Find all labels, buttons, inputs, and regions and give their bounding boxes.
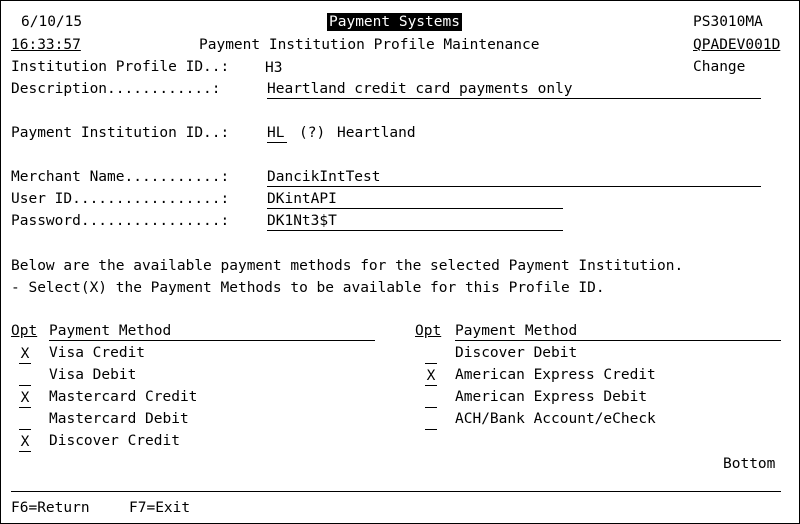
f6-return-key[interactable]: F6=Return — [11, 500, 90, 516]
user-id-field[interactable]: DKintAPI — [267, 190, 563, 209]
screen-time: 16:33:57 — [11, 37, 81, 53]
password-label: Password................: — [11, 213, 230, 229]
screen-date: 6/10/15 — [21, 14, 83, 30]
option-field[interactable] — [425, 389, 437, 408]
payment-method: American Express Debit — [455, 389, 648, 405]
merchant-name-field[interactable]: DancikIntTest — [267, 168, 761, 187]
option-field[interactable]: X — [20, 346, 30, 362]
option-field[interactable]: X — [426, 368, 436, 384]
payment-method: Visa Debit — [49, 367, 137, 383]
payment-method: Mastercard Credit — [49, 389, 198, 405]
profile-id-label: Institution Profile ID..: — [11, 59, 230, 75]
payment-method: Visa Credit — [49, 345, 146, 361]
right-header-underline — [455, 340, 781, 341]
payment-method: American Express Credit — [455, 367, 656, 383]
f7-exit-key[interactable]: F7=Exit — [129, 500, 191, 516]
institution-prompt-button[interactable]: (?) — [299, 125, 326, 141]
password-field[interactable]: DK1Nt3$T — [267, 212, 563, 231]
option-field[interactable]: X — [20, 390, 30, 406]
left-header-underline — [49, 340, 375, 341]
option-field[interactable] — [425, 345, 437, 364]
description-label: Description............: — [11, 81, 221, 97]
screen-title: Payment Institution Profile Maintenance — [199, 37, 540, 53]
right-opt-header: Opt — [415, 323, 442, 339]
footer-divider — [11, 491, 781, 492]
user-id-label: User ID.................: — [11, 191, 230, 207]
system-title: Payment Systems — [329, 14, 460, 30]
payment-method: Discover Credit — [49, 433, 180, 449]
more-indicator: Bottom — [723, 456, 776, 472]
institution-id-label: Payment Institution ID..: — [11, 125, 230, 141]
institution-name: Heartland — [337, 125, 416, 141]
merchant-name-label: Merchant Name...........: — [11, 169, 230, 185]
right-method-header: Payment Method — [455, 323, 578, 339]
left-opt-header: Opt — [11, 323, 38, 339]
description-field[interactable]: Heartland credit card payments only — [267, 80, 761, 99]
payment-method: ACH/Bank Account/eCheck — [455, 411, 656, 427]
option-field[interactable]: X — [20, 434, 30, 450]
option-field[interactable] — [19, 367, 31, 386]
instruction-line-2: - Select(X) the Payment Methods to be available for this Profile ID. — [11, 280, 605, 296]
option-field[interactable] — [19, 411, 31, 430]
payment-method: Mastercard Debit — [49, 411, 189, 427]
left-method-header: Payment Method — [49, 323, 172, 339]
profile-id-value: H3 — [265, 60, 283, 76]
institution-id-field[interactable]: HL — [267, 124, 287, 143]
mode-indicator: Change — [693, 59, 746, 75]
option-field[interactable] — [425, 411, 437, 430]
program-id: PS3010MA — [693, 14, 763, 30]
device-id: QPADEV001D — [693, 37, 781, 53]
instruction-line-1: Below are the available payment methods for the selected Payment Institution. — [11, 258, 684, 274]
payment-method: Discover Debit — [455, 345, 578, 361]
